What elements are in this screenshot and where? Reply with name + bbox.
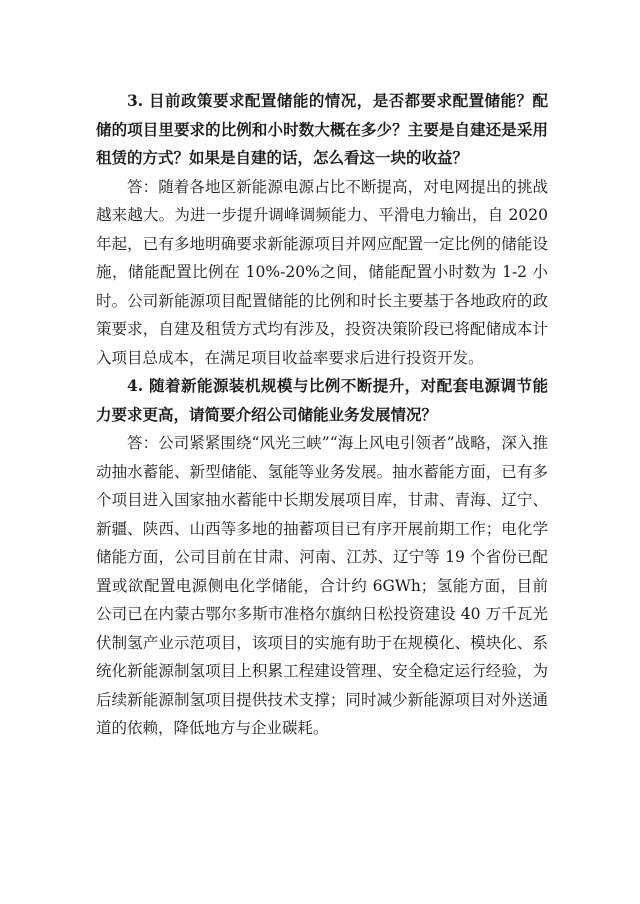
question-3: 3. 目前政策要求配置储能的情况，是否都要求配置储能？配储的项目里要求的比例和小时数大概在多少？主要是自建还是采用租赁的方式？如果是自建的话，怎么看这一块的收益？ (96, 91, 548, 167)
question-4: 4. 随着新能源装机规模与比例不断提升，对配套电源调节能力要求更高，请简要介绍公司储能业务发展情况？ (96, 376, 548, 424)
document-body (96, 87, 548, 743)
answer-4-text: 公司紧紧围绕“风光三峡”“海上风电引领者”战略，深入推动抽水蓄能、新型储能、氢能等业务发展。抽水蓄能方面，已有多个项目进入国家抽水蓄能中长期发展项目库，甘肃、青海、辽宁、新疆、陕西、山西等多地的抽蓄项目已有序开展前期工作；电化学储能方面，公司目前在甘肃、河南、江苏、辽宁等 19 个省份已配置或欲配置电源侧电化学储能，合计约 6GWh；氢能方面，目前公司已在内蒙古鄂尔多斯市准格尔旗纳日松投资建设 40 万千瓦光伏制氢产业示范项目，该项目的实施有助于在规模化、模块化、系统化新能源制氢项目上积累工程建设管理、安全稳定运行经验，为后续新能源制氢项目提供技术支撑；同时减少新能源项目对外送通道的依赖，降低地方与企业碳耗。 (96, 434, 548, 737)
answer-4 (96, 429, 548, 743)
answer-3-text: 随着各地区新能源电源占比不断提高，对电网提出的挑战越来越大。为进一步提升调峰调频能力、平滑电力输出，自 2020 年起，已有多地明确要求新能源项目并网应配置一定比例的储能设施，储能配置比例在 10%-20%之间，储能配置小时数为 1-2 小时。公司新能源项目配置储能的比例和时长主要基于各地政府的政策要求，自建及租赁方式均有涉及，投资决策阶段已将配储成本计入项目总成本，在满足项目收益率要求后进行投资开发。 (96, 177, 548, 367)
answer-4-label: 答： (127, 434, 159, 452)
answer-3-label: 答： (127, 177, 159, 196)
answer-3 (96, 173, 548, 373)
